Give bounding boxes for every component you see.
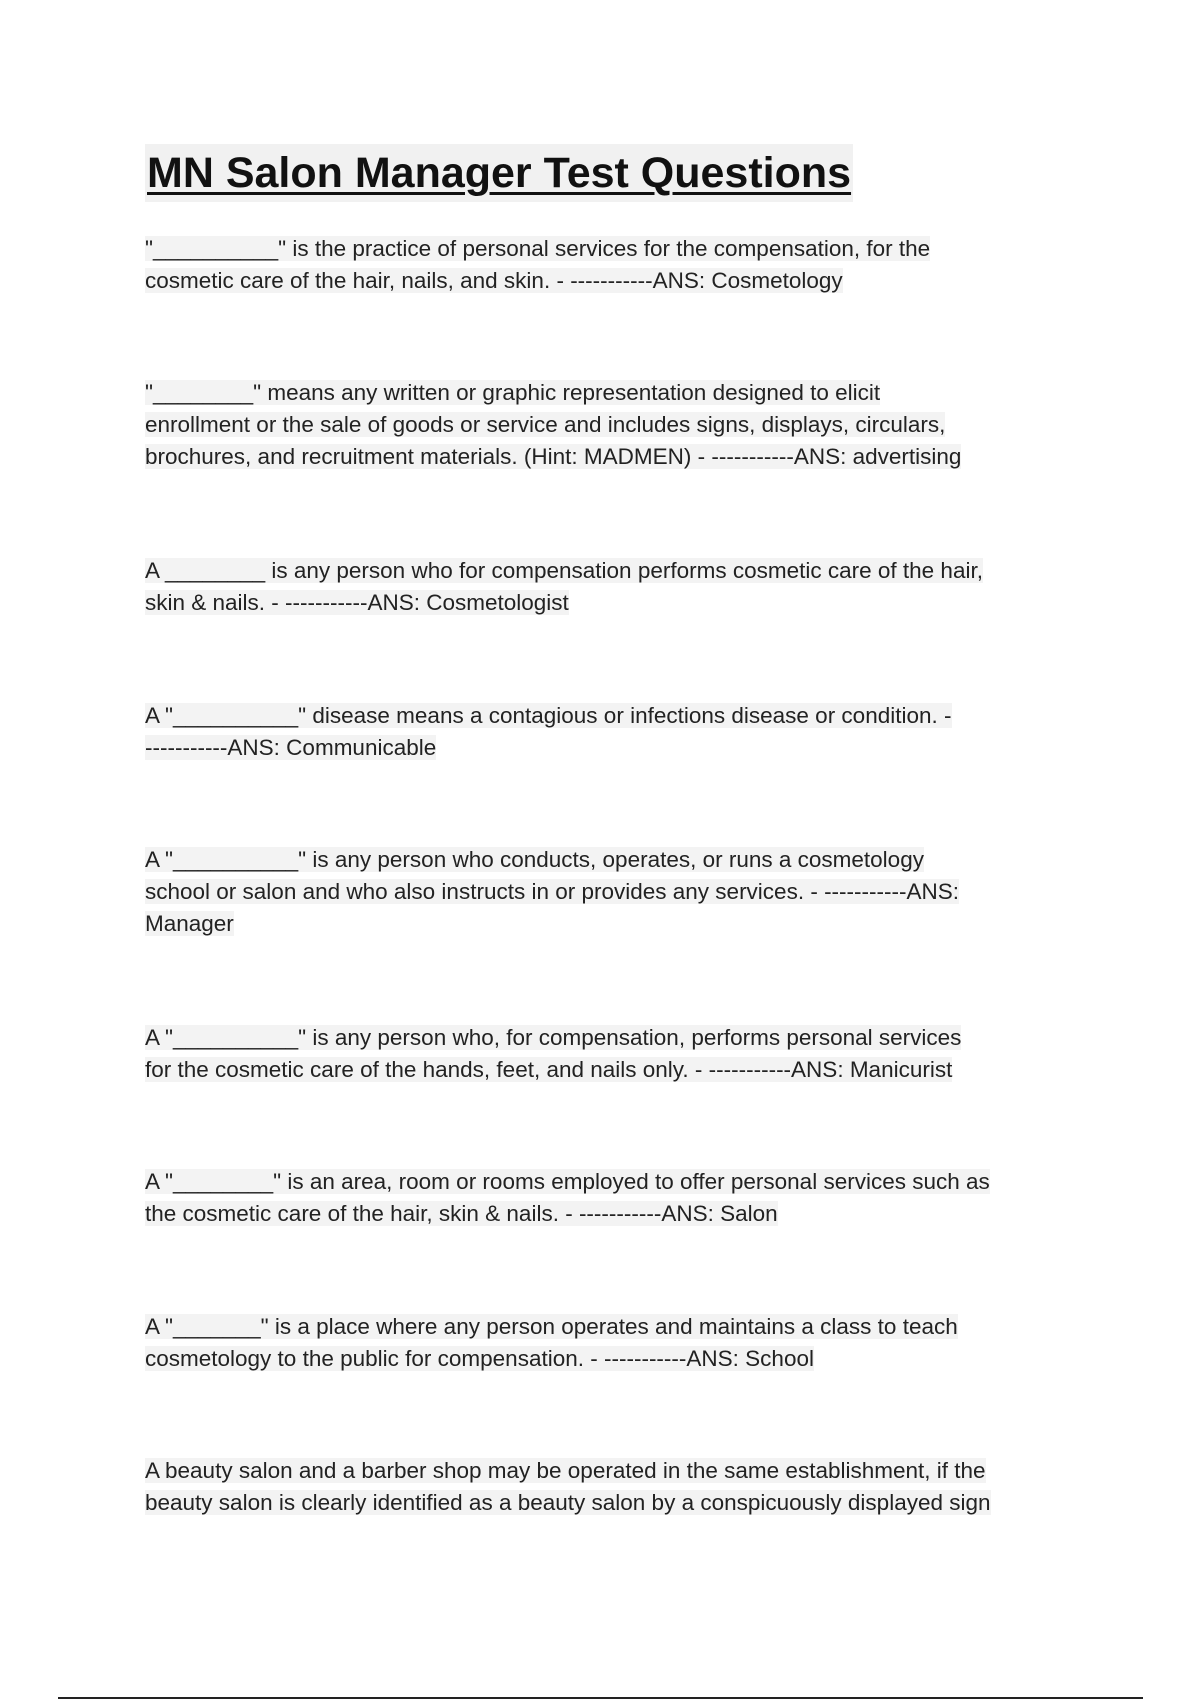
question-line: A "________" is an area, room or rooms employed to offer personal services such as [145, 1169, 990, 1194]
question-line: A "__________" is any person who, for compensation, performs personal services [145, 1025, 962, 1050]
question-line: A ________ is any person who for compensation performs cosmetic care of the hair, [145, 558, 983, 583]
question-line: for the cosmetic care of the hands, feet, and nails only. - -----------ANS: Manicurist [145, 1057, 953, 1082]
question-line: brochures, and recruitment materials. (Hint: MADMEN) - -----------ANS: advertising [145, 444, 962, 469]
question-line: A "__________" is any person who conducts, operates, or runs a cosmetology [145, 847, 924, 872]
question-9 [145, 1455, 1075, 1519]
question-8 [145, 1311, 1075, 1375]
question-line: cosmetic care of the hair, nails, and skin. - -----------ANS: Cosmetology [145, 268, 843, 293]
question-line: "__________" is the practice of personal services for the compensation, for the [145, 236, 931, 261]
question-line: school or salon and who also instructs in or provides any services. - -----------ANS: [145, 879, 959, 904]
question-2 [145, 377, 1075, 473]
question-3 [145, 555, 1075, 619]
question-line: beauty salon is clearly identified as a beauty salon by a conspicuously displayed sign [145, 1490, 991, 1515]
question-line: Manager [145, 911, 234, 936]
question-1 [145, 233, 1075, 297]
question-line: "________" means any written or graphic representation designed to elicit [145, 380, 881, 405]
question-line: skin & nails. - -----------ANS: Cosmetologist [145, 590, 569, 615]
question-line: the cosmetic care of the hair, skin & nails. - -----------ANS: Salon [145, 1201, 778, 1226]
question-7 [145, 1166, 1075, 1230]
question-line: cosmetology to the public for compensation. - -----------ANS: School [145, 1346, 814, 1371]
question-line: -----------ANS: Communicable [145, 735, 437, 760]
question-6 [145, 1022, 1075, 1086]
question-5 [145, 844, 1075, 940]
page-title: MN Salon Manager Test Questions [145, 144, 853, 202]
question-line: A "_______" is a place where any person operates and maintains a class to teach [145, 1314, 958, 1339]
question-line: A "__________" disease means a contagious or infections disease or condition. - [145, 703, 952, 728]
question-line: enrollment or the sale of goods or service and includes signs, displays, circulars, [145, 412, 946, 437]
footer-divider [58, 1697, 1143, 1699]
question-4 [145, 700, 1075, 764]
question-line: A beauty salon and a barber shop may be operated in the same establishment, if the [145, 1458, 986, 1483]
